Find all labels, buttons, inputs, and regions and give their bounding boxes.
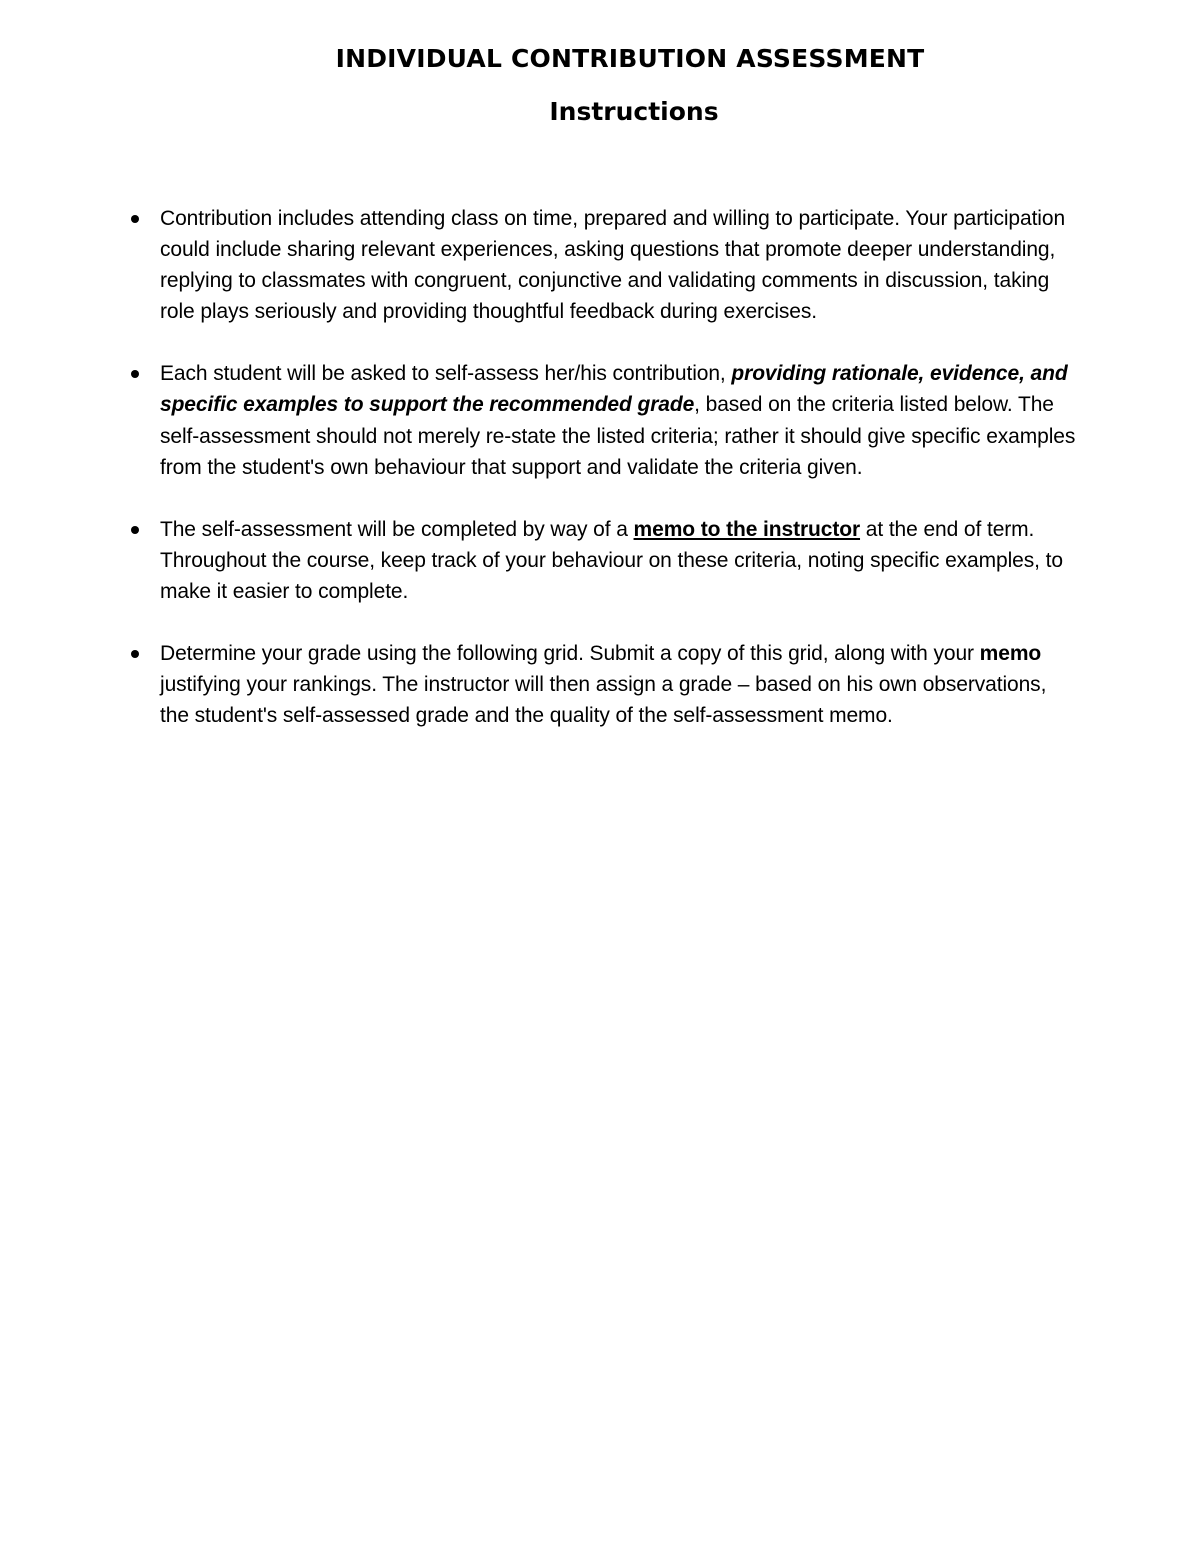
bullet-text-lead: Determine your grade using the following grid. Submit a copy of this grid, along with your (160, 642, 980, 666)
bullet-text-tail: justifying your rankings. The instructor will then assign a grade – based on his own observations, the student's self-assessed grade and the quality of the self-assessment memo. (160, 673, 1047, 728)
bullet-text (160, 358, 1080, 482)
bullet-text-lead: Each student will be asked to self-assess her/his contribution, (160, 362, 732, 386)
bullet-text-lead: The self-assessment will be completed by way of a (160, 517, 634, 541)
bullet-icon (131, 370, 139, 378)
bullet-text-tail: at the end of term. Throughout the course, keep track of your behaviour on these criteria, noting specific examples, to make it easier to complete. (160, 517, 1063, 603)
document-subtitle: Instructions (549, 97, 719, 126)
bullet-text-content: Contribution includes attending class on time, prepared and willing to participate. Your participation could include sharing relevant experiences, asking questions that promote deeper understanding, replying to classmates with congruent, conjunctive and validating comments in discussion, taking role plays seriously and providing thoughtful feedback during exercises. (160, 207, 1066, 324)
bullet-icon (131, 526, 139, 534)
list-item (0, 358, 1200, 482)
bullet-text (160, 638, 1080, 731)
instructions-list (0, 203, 1200, 762)
list-item (0, 638, 1200, 731)
list-item (0, 203, 1200, 327)
bullet-text-emphasis: providing rationale, evidence, and specific examples to support the recommended grade (160, 362, 1068, 417)
bullet-text (160, 203, 1080, 327)
bullet-text (160, 514, 1080, 607)
bullet-icon (131, 650, 139, 658)
bullet-text-tail: , based on the criteria listed below. The self-assessment should not merely re-state the listed criteria; rather it should give specific examples from the student's own behaviour that support and validate the criteria given. (160, 393, 1076, 479)
bullet-text-emphasis: memo (979, 642, 1042, 666)
document-title: INDIVIDUAL CONTRIBUTION ASSESSMENT (335, 44, 925, 73)
bullet-icon (131, 215, 139, 223)
bullet-text-emphasis: memo to the instructor (633, 517, 861, 541)
list-item (0, 514, 1200, 607)
